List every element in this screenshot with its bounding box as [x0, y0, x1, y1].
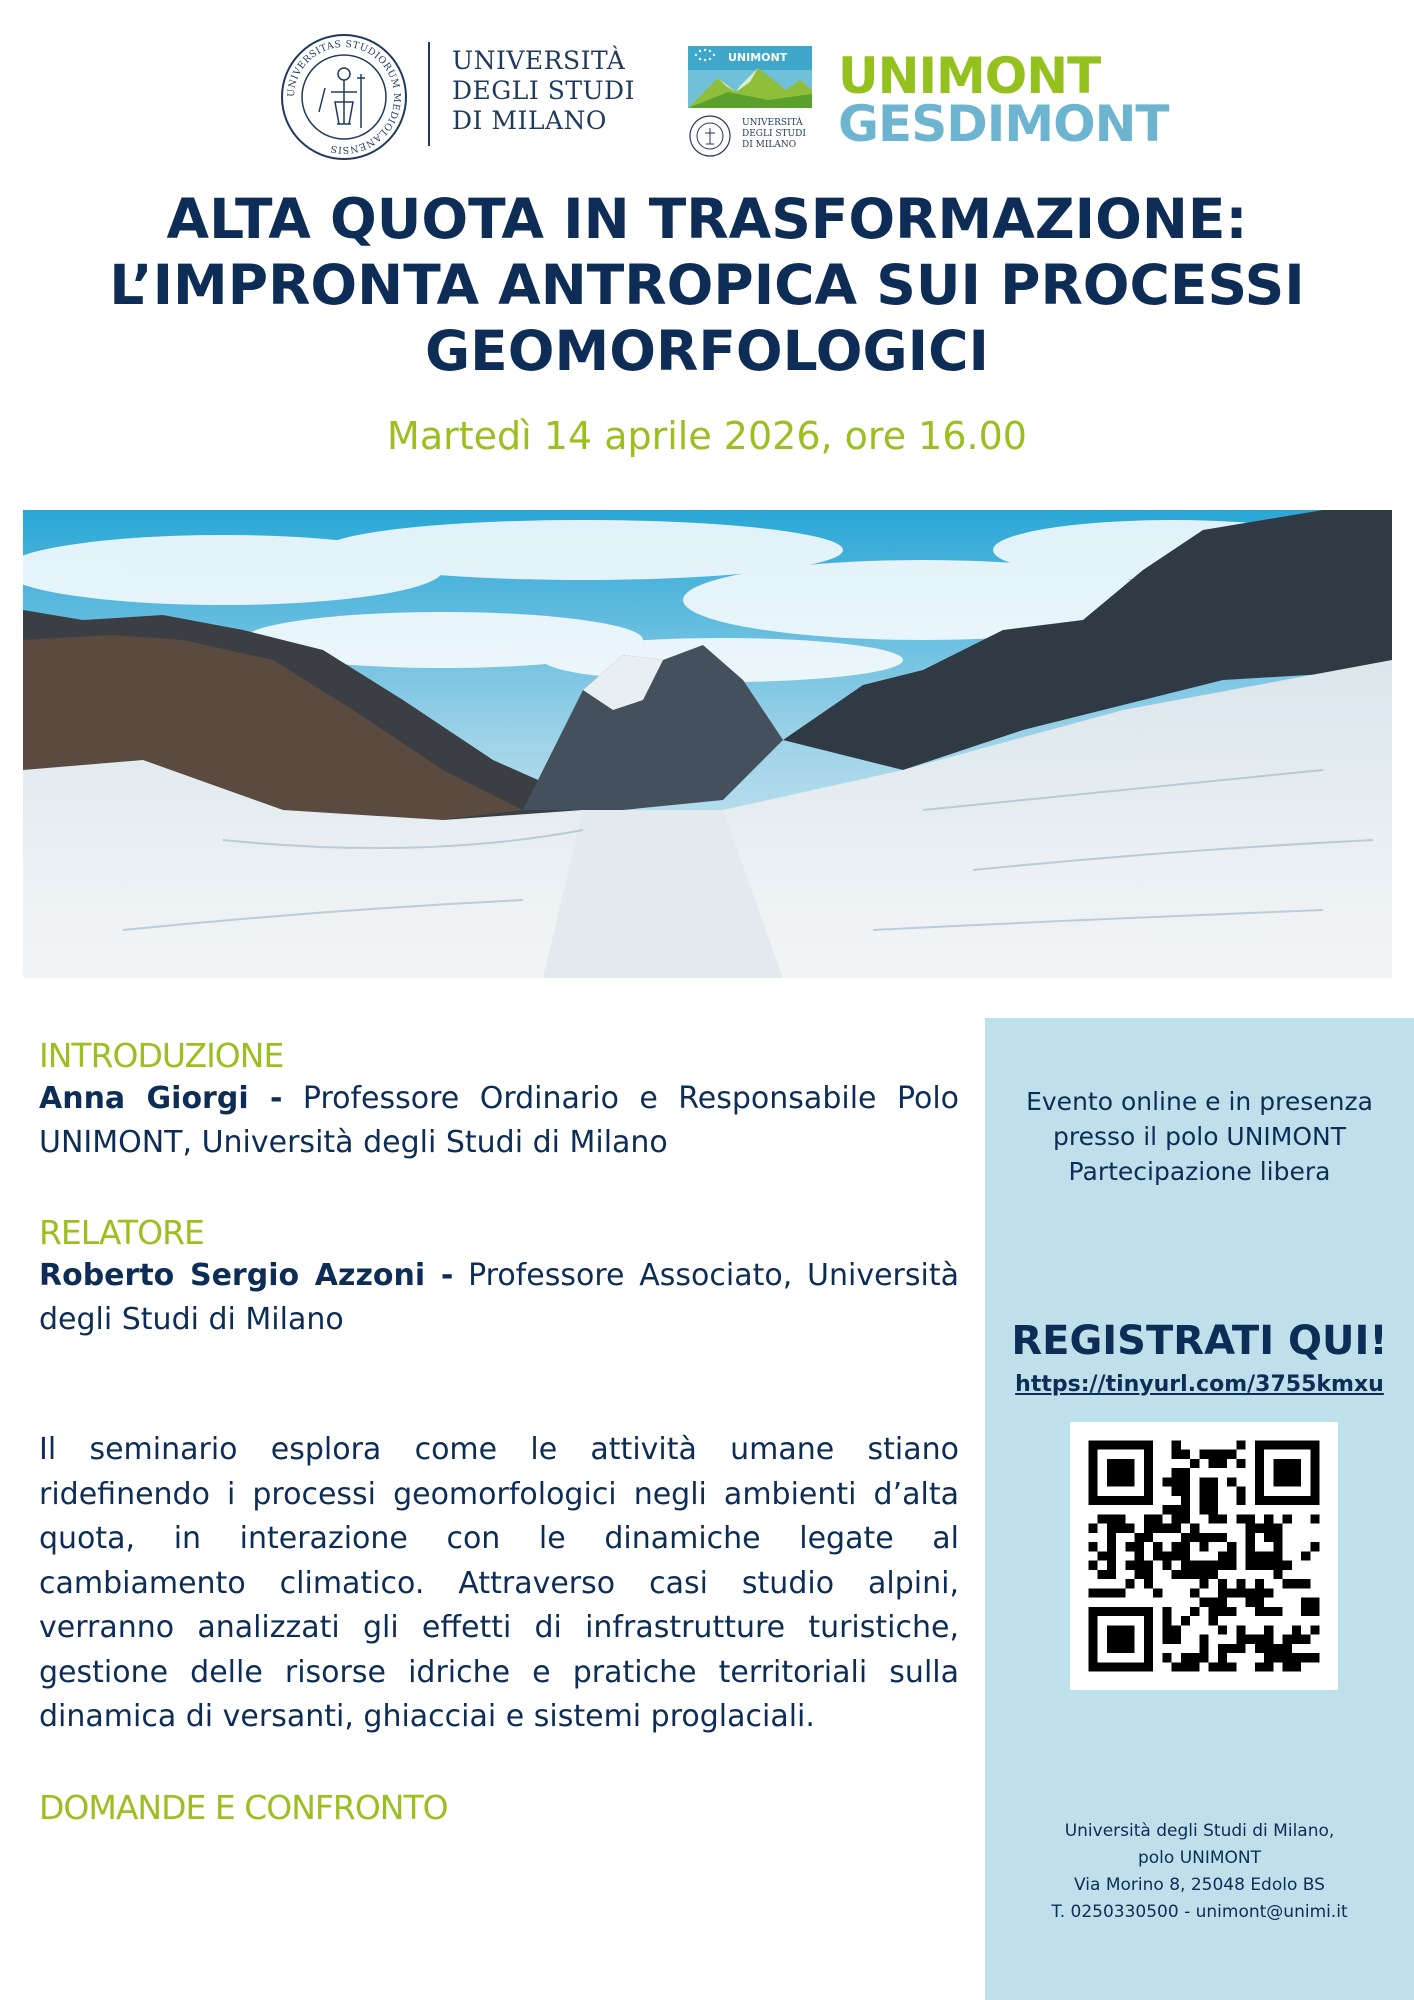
small-university-seal-icon: [688, 114, 732, 158]
address-line: T. 0250330500 - unimont@unimi.it: [1051, 1902, 1348, 1922]
intro-speaker-name: Anna Giorgi -: [39, 1081, 283, 1116]
registration-sidebar: [985, 1018, 1414, 2000]
small-university-line: UNIVERSITÀ: [742, 118, 803, 128]
closing-heading: DOMANDE E CONFRONTO: [39, 1787, 448, 1827]
event-info-line: presso il polo UNIMONT: [1052, 1122, 1347, 1151]
university-wordmark: [452, 46, 635, 136]
register-heading: REGISTRATI QUI!: [1011, 1318, 1388, 1364]
brand-gesdimont: GESDIMONT: [838, 95, 1169, 153]
university-line: DEGLI STUDI: [452, 76, 635, 105]
brand-unimont: UNIMONT: [838, 47, 1101, 105]
intro-heading: INTRODUZIONE: [39, 1036, 284, 1075]
contact-address: [985, 1818, 1414, 1926]
event-info-line: Evento online e in presenza: [1026, 1087, 1373, 1116]
small-university-line: DI MILANO: [742, 140, 797, 150]
unimont-badge-logo: [688, 46, 812, 108]
logo-divider: [428, 42, 430, 146]
title-line: GEOMORFOLOGICI: [425, 319, 989, 383]
event-title: [0, 186, 1414, 384]
glacier-mountain-photo: [23, 510, 1392, 978]
registration-link[interactable]: https://tinyurl.com/3755kmxu: [1015, 1372, 1384, 1397]
speakers-column: [39, 1036, 959, 1827]
main-speaker: [39, 1254, 959, 1342]
event-info-line: Partecipazione libera: [1068, 1157, 1331, 1186]
speaker-heading: RELATORE: [39, 1213, 204, 1252]
university-line: DI MILANO: [452, 106, 607, 135]
intro-speaker-role: Professore Ordinario e Responsabile Polo UNIMONT, Università degli Studi di Milano: [39, 1081, 960, 1160]
seminar-abstract: Il seminario esplora come le attività umane stiano ridefinendo i processi geomorfologici negli ambienti d’alta quota, in interazione con le dinamiche legate al cambiamento climatico. Attraverso casi studio alpini, verranno analizzati gli effetti di infrastrutture turistiche, gestione delle risorse idriche e pratiche territoriali sulla dinamica di versanti, ghiacciai e sistemi proglaciali.: [39, 1432, 959, 1734]
badge-label: UNIMONT: [728, 51, 788, 64]
university-line: UNIVERSITÀ: [452, 46, 626, 75]
address-line: polo UNIMONT: [1137, 1848, 1262, 1868]
main-speaker-name: Roberto Sergio Azzoni -: [39, 1258, 454, 1293]
address-line: Università degli Studi di Milano,: [1064, 1821, 1335, 1841]
event-date: Martedì 14 aprile 2026, ore 16.00: [387, 414, 1027, 458]
intro-speaker: [39, 1077, 959, 1165]
university-seal-icon: [279, 32, 409, 162]
main-speaker-role: Professore Associato, Università degli Studi di Milano: [39, 1258, 959, 1337]
title-line: ALTA QUOTA IN TRASFORMAZIONE:: [166, 187, 1248, 251]
registration-qr-code[interactable]: [1070, 1422, 1338, 1690]
small-university-wordmark: [742, 118, 806, 151]
unimont-gesdimont-logo: [838, 47, 1169, 153]
title-line: L’IMPRONTA ANTROPICA SUI PROCESSI: [109, 253, 1305, 317]
logo-row: [0, 26, 1414, 156]
small-university-line: DEGLI STUDI: [742, 129, 806, 139]
address-line: Via Morino 8, 25048 Edolo BS: [1074, 1875, 1325, 1895]
event-info: [985, 1084, 1414, 1189]
seal-text: UNIVERSITAS STUDIORUM MEDIOLANENSIS: [285, 38, 403, 156]
